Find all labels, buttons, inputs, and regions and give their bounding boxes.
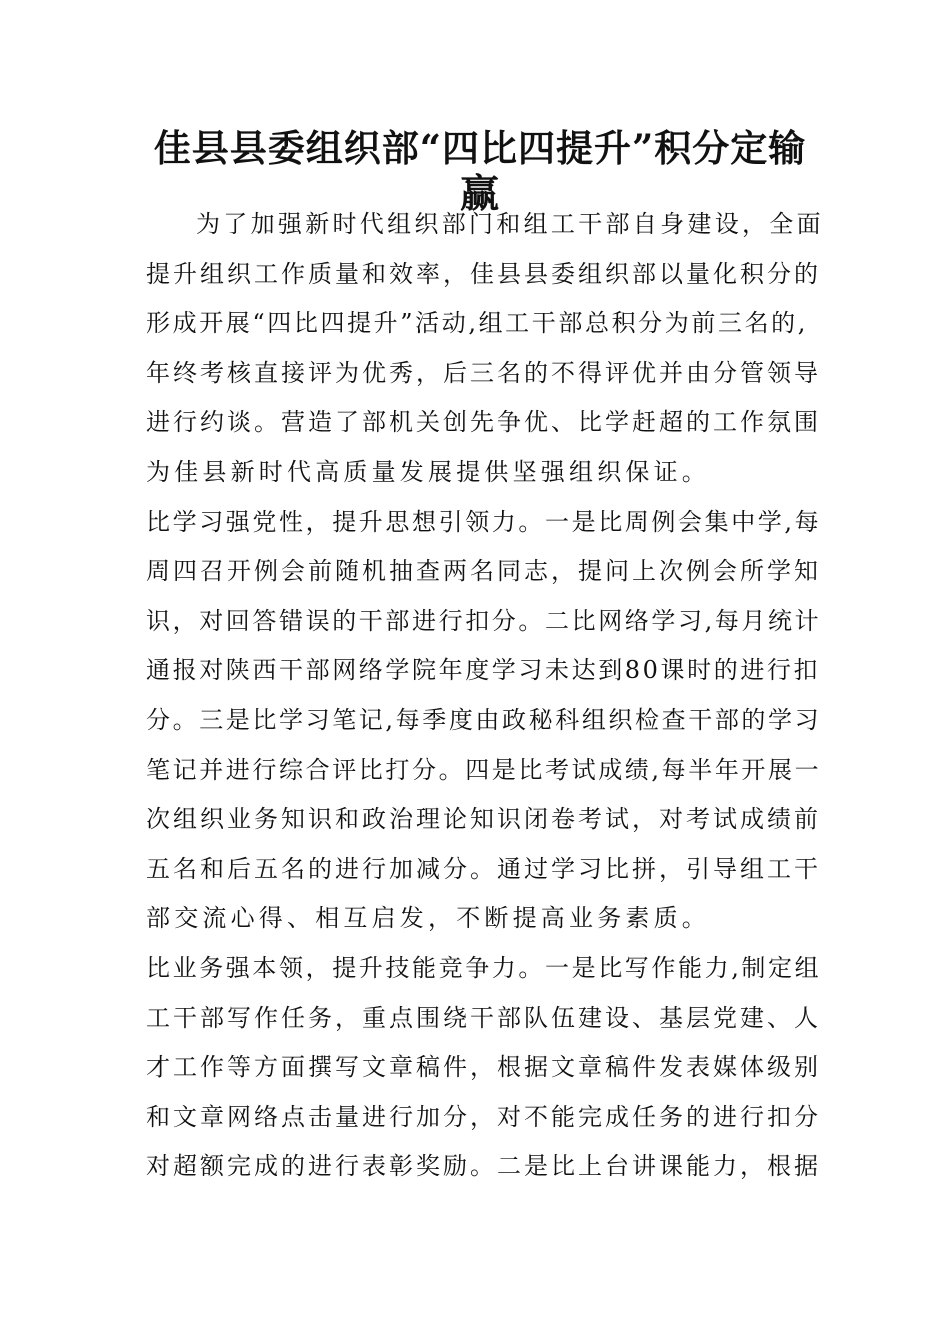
body-line: 年终考核直接评为优秀，后三名的不得评优并由分管领导 [146,358,821,387]
body-line: 识，对回答错误的干部进行扣分。二比网络学习,每月统计 [146,606,822,635]
body-line: 次组织业务知识和政治理论知识闭卷考试，对考试成绩前 [146,805,821,834]
body-line: 提升组织工作质量和效率，佳县县委组织部以量化积分的 [146,259,821,288]
document-title-line-1: 佳县县委组织部“四比四提升”积分定输 [153,126,807,170]
body-line: 部交流心得、相互启发，不断提高业务素质。 [146,904,710,933]
body-line: 比学习强党性，提升思想引领力。一是比周例会集中学,每 [146,507,822,536]
body-line: 为佳县新时代高质量发展提供坚强组织保证。 [146,457,710,486]
body-line: 比业务强本领，提升技能竞争力。一是比写作能力,制定组 [146,953,822,982]
body-line: 进行约谈。营造了部机关创先争优、比学赶超的工作氛围 [146,408,821,437]
body-line: 分。三是比学习笔记,每季度由政秘科组织检查干部的学习 [146,705,822,734]
body-line: 才工作等方面撰写文章稿件，根据文章稿件发表媒体级别 [146,1053,821,1082]
body-line: 形成开展“四比四提升”活动,组工干部总积分为前三名的, [146,309,808,338]
body-line: 工干部写作任务，重点围绕干部队伍建设、基层党建、人 [146,1003,821,1032]
body-line: 对超额完成的进行表彰奖励。二是比上台讲课能力，根据 [146,1152,821,1181]
body-line: 笔记并进行综合评比打分。四是比考试成绩,每半年开展一 [146,755,822,784]
document-body [146,200,826,1192]
document-title-line-2: 赢 [459,171,500,217]
body-line: 五名和后五名的进行加减分。通过学习比拼，引导组工干 [146,854,821,883]
body-line: 和文章网络点击量进行加分，对不能完成任务的进行扣分 [146,1102,821,1131]
body-line: 周四召开例会前随机抽查两名同志，提问上次例会所学知 [146,557,821,586]
body-line: 通报对陕西干部网络学院年度学习未达到80课时的进行扣 [146,656,821,685]
body-line: 为了加强新时代组织部门和组工干部自身建设，全面 [196,210,824,238]
